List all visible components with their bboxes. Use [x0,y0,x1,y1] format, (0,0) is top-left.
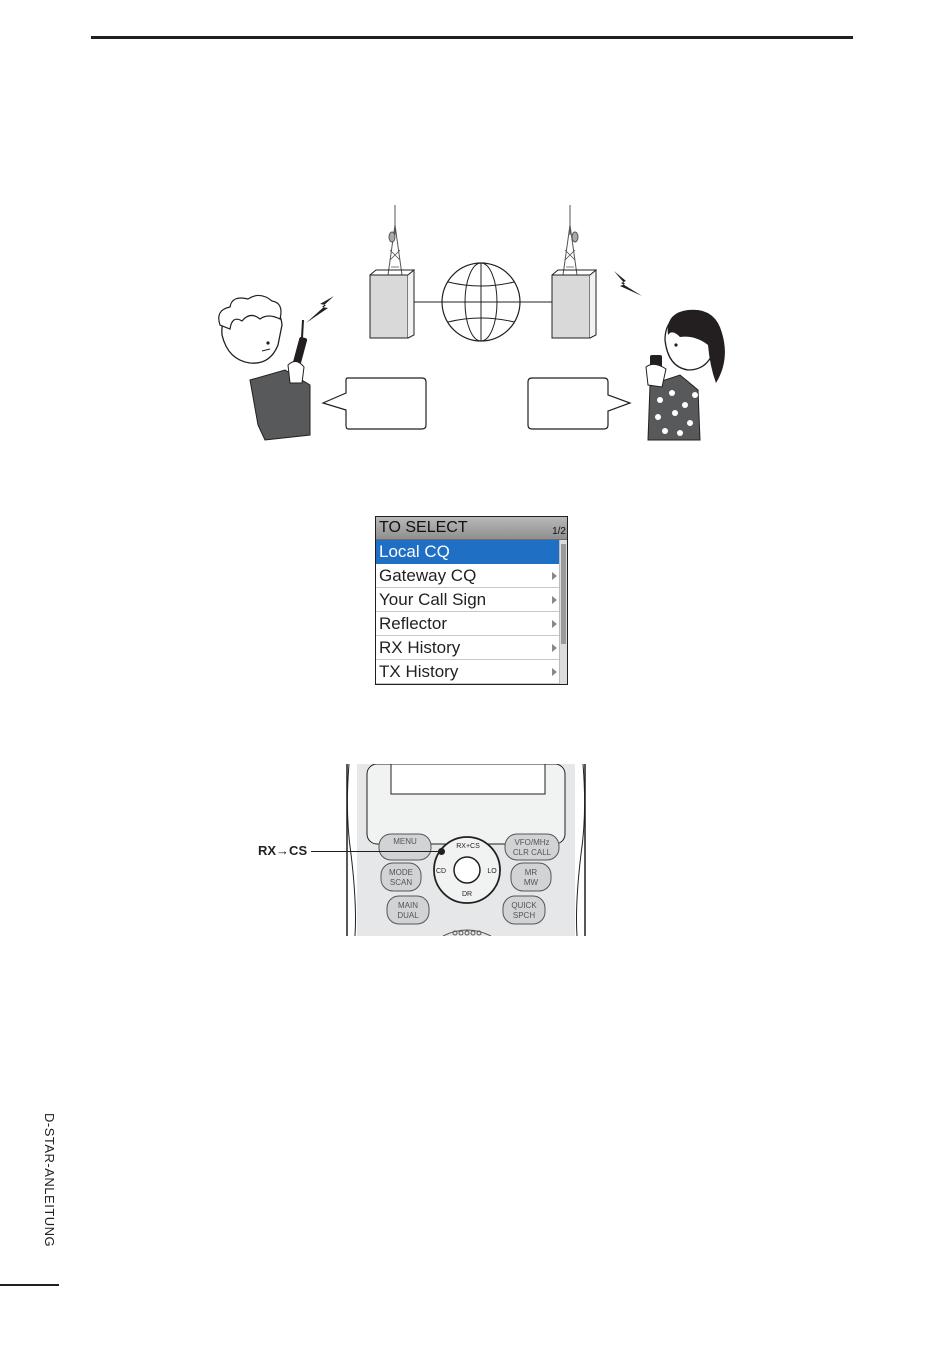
main-key[interactable] [387,896,429,924]
menu-scroll-thumb[interactable] [561,544,566,644]
spch-key-label: SPCH [512,911,536,920]
menu-item-label: Your Call Sign [379,590,487,609]
submenu-arrow-icon [552,572,557,580]
left-operator-figure [219,295,310,440]
menu-item-label: Reflector [379,614,448,633]
to-select-menu-screen [375,516,568,685]
submenu-arrow-icon [552,620,557,628]
mode-key[interactable] [381,863,421,891]
menu-item[interactable] [376,588,559,612]
rxcs-callout-line [311,851,441,852]
network-illustration [210,195,750,450]
left-repeater-icon [370,205,414,338]
mw-key-label: MW [523,878,539,887]
right-repeater-icon [552,205,596,338]
clr-call-key-label: CLR CALL [512,848,552,857]
side-tab-rule [0,1284,59,1286]
scan-key-label: SCAN [389,878,413,887]
menu-item[interactable] [376,612,559,636]
right-signal-icon [614,271,642,296]
menu-item[interactable] [376,540,559,564]
internet-globe-icon [442,263,520,341]
menu-item-label: Local CQ [379,542,450,561]
rxcs-callout-label: RX→CS [258,843,308,858]
menu-item[interactable] [376,660,559,684]
left-signal-icon [306,296,334,323]
menu-item-label: TX History [379,662,459,681]
quick-key-label: QUICK [511,901,537,910]
menu-title: TO SELECT [379,519,468,536]
submenu-arrow-icon [552,668,557,676]
mode-key-label: MODE [389,868,413,877]
submenu-arrow-icon [552,644,557,652]
dual-key-label: DUAL [397,911,419,920]
main-key-label: MAIN [398,901,418,910]
mr-key-label: MR [524,868,538,877]
menu-key-label: MENU [393,837,417,846]
menu-item[interactable] [376,564,559,588]
dr-key-label: DR [461,891,473,898]
top-rule [91,36,853,39]
left-speech-bubble [323,378,426,429]
cd-key-label: CD [435,868,447,875]
menu-item-label: Gateway CQ [379,566,477,585]
rxcs-key-label: RX+CS [456,843,480,850]
quick-key[interactable] [503,896,545,924]
right-speech-bubble [528,378,630,429]
lo-key-label: LO [487,868,497,875]
menu-item[interactable] [376,636,559,660]
vfo-key-label: VFO/MHz [514,838,550,847]
menu-item-label: RX History [379,638,461,657]
mr-key[interactable] [511,863,551,891]
rxcs-callout-dot [438,848,445,855]
menu-key[interactable] [379,834,431,860]
cross-key[interactable] [434,837,500,903]
radio-front-panel [343,764,589,936]
side-tab-label: D-STAR-ANLEITUNG [42,1113,57,1248]
vfo-key[interactable] [505,834,559,860]
menu-list [376,540,559,684]
submenu-arrow-icon [552,596,557,604]
menu-scrollbar[interactable] [559,540,567,684]
menu-page-indicator: 1/2 [552,526,566,537]
menu-header [376,517,567,540]
right-operator-figure [646,310,725,440]
